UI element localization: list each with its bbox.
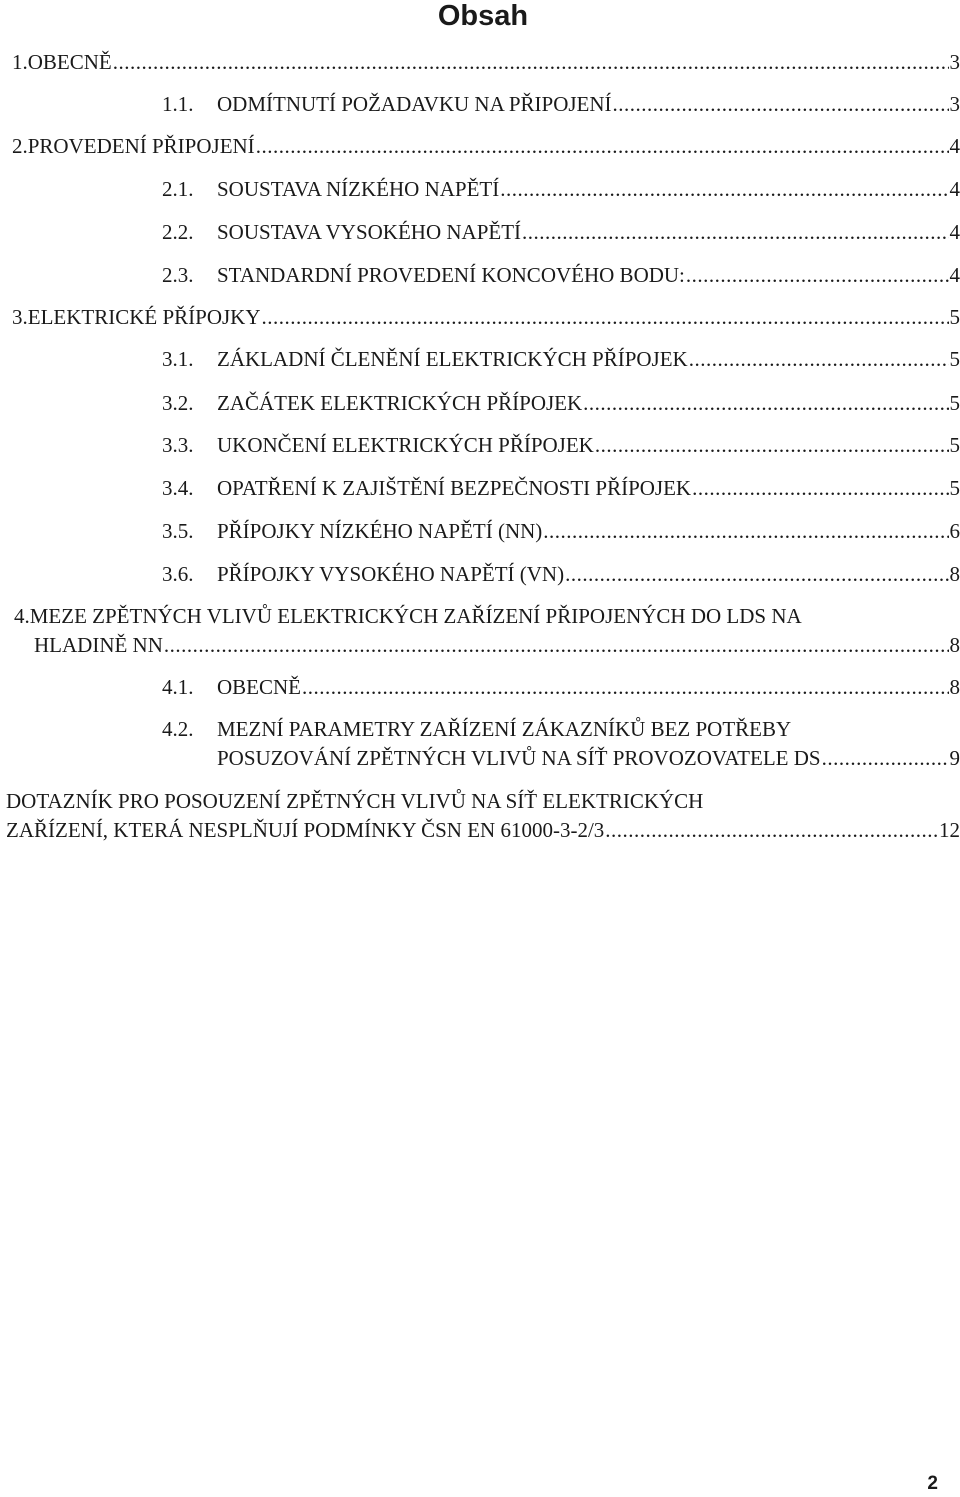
page-number: 2	[927, 1473, 938, 1494]
toc-entry-3-2[interactable]	[162, 390, 960, 416]
toc-entry-questionnaire[interactable]	[6, 817, 960, 843]
toc-entry-2-1[interactable]	[162, 176, 960, 202]
toc-entry-page: 8	[949, 675, 960, 699]
toc-entry-title: MEZE ZPĚTNÝCH VLIVŮ ELEKTRICKÝCH ZAŘÍZENÍ PŘIPOJENÝCH DO LDS NA	[29, 604, 802, 628]
toc-entry-page: 8	[949, 633, 960, 657]
toc-entry-page: 3	[949, 50, 960, 74]
toc-entry-number: 2.2.	[162, 220, 194, 244]
toc-entry-page: 5	[949, 476, 960, 500]
toc-leader	[500, 176, 948, 202]
toc-entry-4-first-line[interactable]	[14, 603, 802, 629]
toc-entry-number: 4.2.	[162, 717, 194, 741]
toc-entry-title: MEZNÍ PARAMETRY ZAŘÍZENÍ ZÁKAZNÍKŮ BEZ POTŘEBY	[217, 717, 792, 741]
toc-entry-page: 4	[949, 263, 960, 287]
toc-leader	[595, 432, 949, 458]
toc-entry-3-1[interactable]	[162, 346, 960, 372]
toc-entry-number: 2.1.	[162, 177, 194, 201]
toc-leader	[113, 49, 949, 75]
toc-entry-title: PROVEDENÍ PŘIPOJENÍ	[27, 134, 255, 158]
toc-entry-title: ODMÍTNUTÍ POŽADAVKU NA PŘIPOJENÍ	[217, 92, 612, 116]
toc-entry-title-continuation: HLADINĚ NN	[34, 633, 163, 657]
toc-entry-number: 3.2.	[162, 391, 194, 415]
toc-leader	[613, 91, 949, 117]
toc-entry-number: 2.3.	[162, 263, 194, 287]
toc-entry-page: 5	[949, 347, 960, 371]
toc-entry-number: 1.1.	[162, 92, 194, 116]
page-title: Obsah	[437, 0, 529, 32]
toc-leader	[822, 745, 949, 771]
toc-entry-title-continuation: POSUZOVÁNÍ ZPĚTNÝCH VLIVŮ NA SÍŤ PROVOZOVATELE DS	[217, 746, 821, 770]
toc-leader	[686, 262, 949, 288]
toc-entry-page: 12	[939, 818, 960, 842]
toc-entry-1[interactable]	[12, 49, 960, 75]
toc-leader	[692, 475, 948, 501]
toc-entry-number: 4.1.	[162, 675, 194, 699]
toc-entry-3[interactable]	[12, 304, 960, 330]
toc-entry-title-continuation: ZAŘÍZENÍ, KTERÁ NESPLŇUJÍ PODMÍNKY ČSN EN 61000-3-2/3	[6, 818, 605, 842]
toc-entry-title: ELEKTRICKÉ PŘÍPOJKY	[27, 305, 261, 329]
toc-entry-number: 3.3.	[162, 433, 194, 457]
toc-entry-title: PŘÍPOJKY NÍZKÉHO NAPĚTÍ (NN)	[217, 519, 543, 543]
toc-entry-2[interactable]	[12, 133, 960, 159]
toc-entry-1-1[interactable]	[162, 91, 960, 117]
toc-entry-4-2-first-line[interactable]	[162, 716, 791, 742]
toc-leader	[522, 219, 948, 245]
toc-entry-title: OBECNĚ	[217, 675, 301, 699]
toc-entry-page: 4	[949, 220, 960, 244]
toc-leader	[605, 817, 938, 843]
toc-entry-page: 4	[949, 134, 960, 158]
toc-leader	[256, 133, 949, 159]
toc-entry-number: 1.	[12, 50, 28, 74]
toc-entry-title: UKONČENÍ ELEKTRICKÝCH PŘÍPOJEK	[217, 433, 594, 457]
toc-entry-3-4[interactable]	[162, 475, 960, 501]
toc-entry-3-5[interactable]	[162, 518, 960, 544]
toc-entry-page: 5	[949, 433, 960, 457]
toc-leader	[565, 561, 948, 587]
toc-entry-title: OPATŘENÍ K ZAJIŠTĚNÍ BEZPEČNOSTI PŘÍPOJEK	[217, 476, 692, 500]
toc-entry-2-3[interactable]	[162, 262, 960, 288]
toc-entry-4-1[interactable]	[162, 674, 960, 700]
toc-entry-questionnaire-first-line[interactable]	[6, 788, 703, 814]
toc-leader	[583, 390, 948, 416]
toc-entry-number: 3.4.	[162, 476, 194, 500]
toc-entry-4-2[interactable]	[217, 745, 960, 771]
toc-entry-title: OBECNĚ	[27, 50, 112, 74]
toc-entry-page: 6	[949, 519, 960, 543]
toc-entry-page: 5	[949, 391, 960, 415]
toc-entry-4[interactable]	[34, 632, 960, 658]
toc-entry-page: 3	[949, 92, 960, 116]
toc-entry-title: DOTAZNÍK PRO POSOUZENÍ ZPĚTNÝCH VLIVŮ NA SÍŤ ELEKTRICKÝCH	[6, 789, 704, 813]
toc-entry-number: 3.1.	[162, 347, 194, 371]
toc-entry-2-2[interactable]	[162, 219, 960, 245]
toc-entry-number: 3.6.	[162, 562, 194, 586]
toc-entry-title: ZÁKLADNÍ ČLENĚNÍ ELEKTRICKÝCH PŘÍPOJEK	[217, 347, 688, 371]
toc-entry-page: 4	[949, 177, 960, 201]
toc-entry-3-6[interactable]	[162, 561, 960, 587]
toc-entry-page: 5	[949, 305, 960, 329]
toc-leader	[543, 518, 948, 544]
toc-entry-title: SOUSTAVA VYSOKÉHO NAPĚTÍ	[217, 220, 522, 244]
toc-entry-number: 4.	[14, 604, 30, 628]
toc-entry-3-3[interactable]	[162, 432, 960, 458]
toc-entry-title: ZAČÁTEK ELEKTRICKÝCH PŘÍPOJEK	[217, 391, 583, 415]
toc-leader	[302, 674, 949, 700]
toc-entry-title: PŘÍPOJKY VYSOKÉHO NAPĚTÍ (VN)	[217, 562, 565, 586]
toc-leader	[262, 304, 949, 330]
toc-leader	[689, 346, 949, 372]
toc-entry-number: 3.5.	[162, 519, 194, 543]
toc-entry-title: SOUSTAVA NÍZKÉHO NAPĚTÍ	[217, 177, 500, 201]
toc-entry-title: STANDARDNÍ PROVEDENÍ KONCOVÉHO BODU:	[217, 263, 685, 287]
toc-entry-number: 3.	[12, 305, 28, 329]
toc-entry-number: 2.	[12, 134, 28, 158]
toc-entry-page: 9	[949, 746, 960, 770]
toc-leader	[164, 632, 949, 658]
toc-entry-page: 8	[949, 562, 960, 586]
